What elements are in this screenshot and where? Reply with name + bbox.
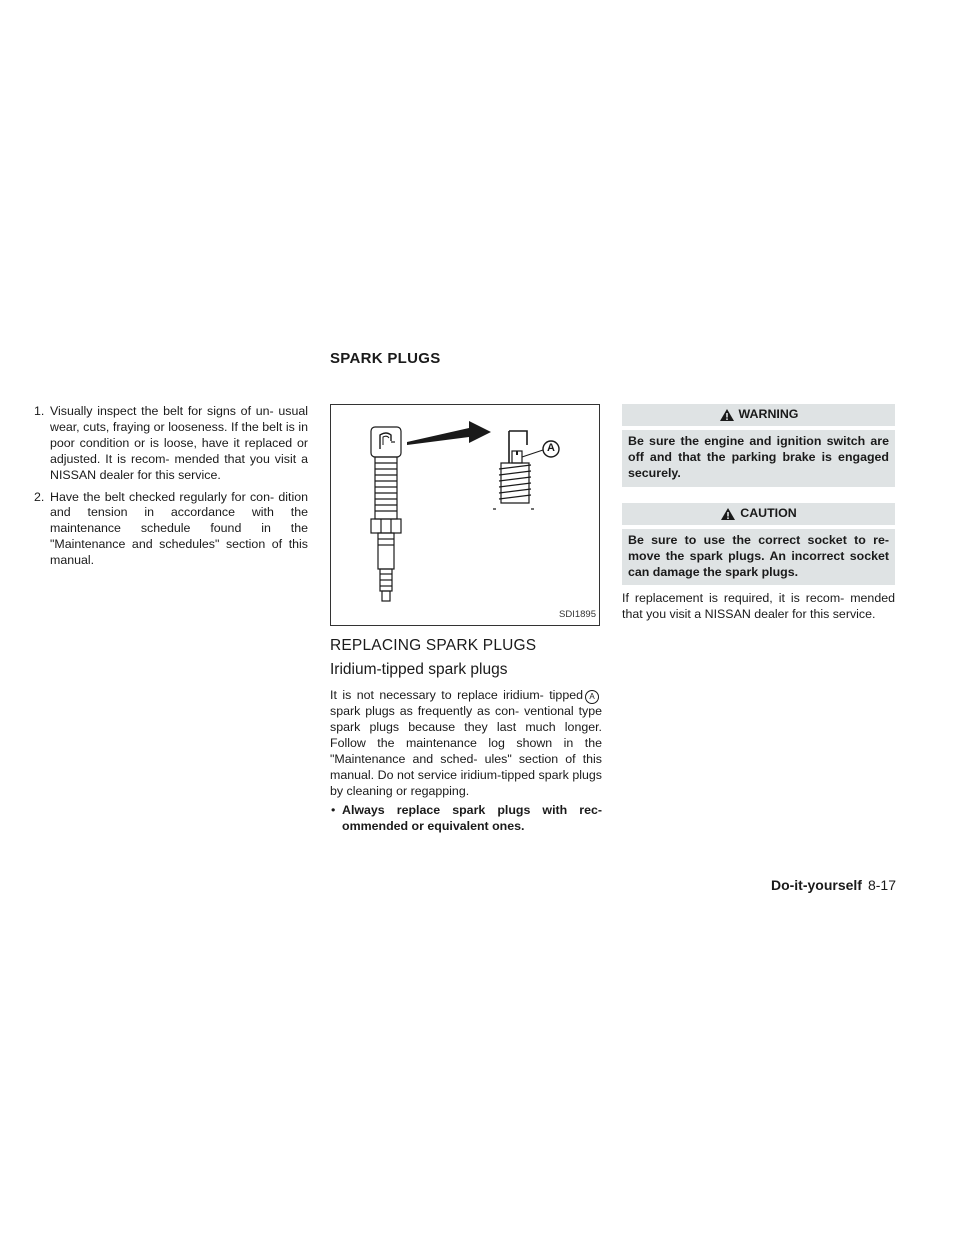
list-item bbox=[34, 404, 308, 484]
list-item-number: 1. bbox=[34, 404, 45, 418]
figure-code: SDI1895 bbox=[558, 607, 597, 623]
section-header: SPARK PLUGS bbox=[330, 350, 441, 367]
warning-title: WARNING bbox=[738, 407, 799, 422]
middle-column bbox=[330, 404, 602, 835]
numbered-list bbox=[34, 404, 308, 569]
page-number: 8-17 bbox=[867, 877, 896, 893]
bullet-item bbox=[330, 803, 602, 835]
warning-title-bar bbox=[622, 404, 895, 426]
replacement-paragraph: If replacement is required, it is recom- mended that you visit a NISSAN dealer for this service. bbox=[622, 591, 895, 622]
spark-plug-illustration bbox=[331, 405, 599, 625]
figure-callout-label: A bbox=[547, 442, 555, 454]
magnified-tip-drawing bbox=[493, 431, 537, 509]
footer-section-name: Do-it-yourself bbox=[770, 877, 862, 893]
callout-a-icon: A bbox=[585, 690, 599, 704]
caution-title: CAUTION bbox=[740, 505, 797, 520]
spark-plug-drawing bbox=[371, 427, 401, 601]
right-column bbox=[622, 404, 895, 627]
bullet-text: Always replace spark plugs with rec- ommended or equivalent ones. bbox=[342, 803, 602, 834]
section-subheading: Iridium-tipped spark plugs bbox=[330, 661, 508, 678]
warning-triangle-icon bbox=[719, 408, 735, 422]
list-item bbox=[34, 490, 308, 570]
spark-plug-figure bbox=[330, 404, 600, 626]
paragraph-text: It is not necessary to replace iridium- tipped bbox=[330, 688, 583, 702]
paragraph-text: spark plugs as frequently as con- ventional type spark plugs because they last much longer. Follow the maintenance log shown in the "Maintenance and sched- ules" section of this manual. Do not service iridium-tipped spark plugs by cleaning or regapping. bbox=[330, 704, 602, 798]
bullet-dot: • bbox=[331, 803, 336, 818]
list-item-number: 2. bbox=[34, 489, 45, 504]
list-item-text: Have the belt checked regularly for con- dition and tension in accordance with the maintenance schedule found in the "Maintenance and schedules" section of this manual. bbox=[50, 489, 308, 568]
section-heading: REPLACING SPARK PLUGS bbox=[330, 637, 537, 654]
warning-text: Be sure the engine and ignition switch are off and that the parking brake is engaged securely. bbox=[622, 430, 895, 487]
caution-title-bar bbox=[622, 503, 895, 525]
caution-triangle-icon bbox=[720, 507, 736, 521]
left-column bbox=[34, 404, 308, 575]
page-footer bbox=[771, 877, 896, 893]
arrow-right-icon bbox=[407, 421, 491, 445]
caution-text: Be sure to use the correct socket to re- move the spark plugs. An incorrect socket can damage the spark plugs. bbox=[622, 529, 895, 586]
iridium-paragraph bbox=[330, 688, 602, 799]
list-item-text: Visually inspect the belt for signs of un- usual wear, cuts, fraying or looseness. If the belt is in poor condition or is loose, have it replaced or adjusted. It is recom- mended that you visit a NISSAN dealer for this service. bbox=[50, 404, 308, 482]
